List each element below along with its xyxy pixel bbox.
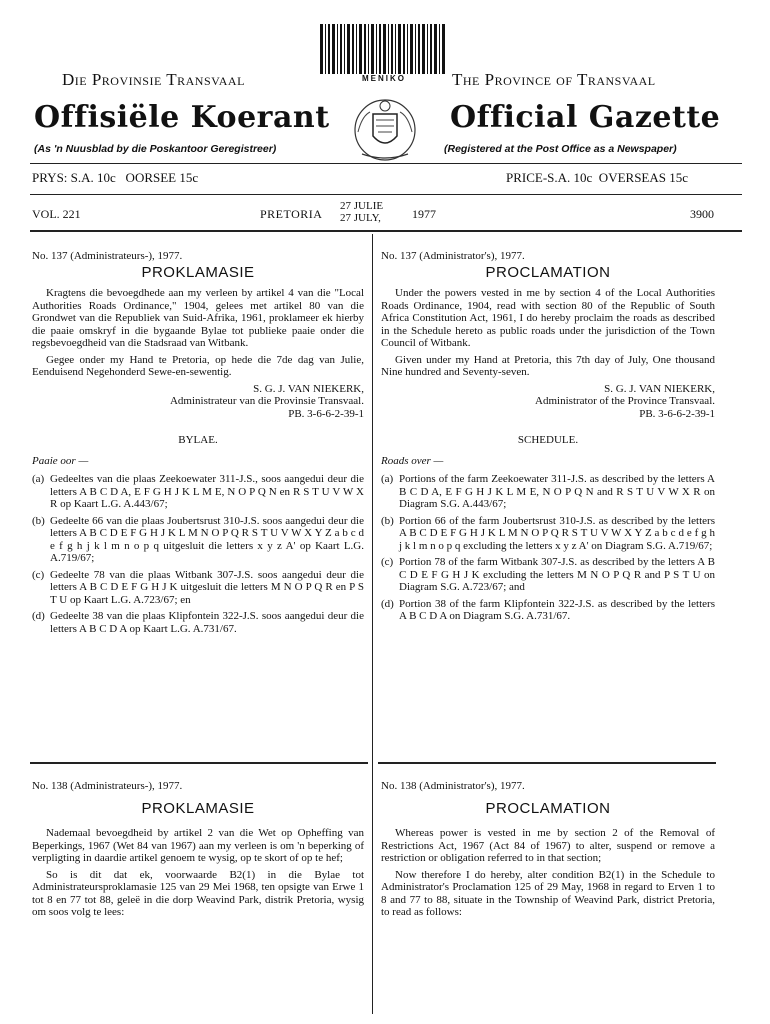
coat-of-arms-icon [340, 92, 430, 164]
province-af: Die Provinsie Transvaal [62, 70, 245, 89]
signature-title: Administrator of the Province Transvaal. [535, 395, 715, 407]
list-item: (c) Gedeelte 78 van die plaas Witbank 307-J.S. soos aangedui deur die letters A B C D E F G H J K uitgesluit die letters M N O P Q R en P S T U op Kaart L.G. A.723/67; en [32, 568, 364, 606]
issue-number: 3900 [690, 207, 714, 221]
subtitle-en: (Registered at the Post Office as a Newspaper) [444, 143, 677, 155]
masthead-rule-1 [30, 163, 742, 164]
reference-number: PB. 3-6-6-2-39-1 [288, 407, 364, 420]
notice-head: No. 137 (Administrateurs-), 1977. [32, 250, 183, 262]
notice-body: Whereas power is vested in me by section 2 of the Removal of Restrictions Act, 1967 (Act 84 of 1967) to alter, suspend or remove a restriction or obligation referred to in that section; [381, 827, 715, 864]
place: PRETORIA [260, 207, 323, 221]
notice-head: No. 138 (Administrator's), 1977. [381, 780, 525, 792]
notice-title: PROCLAMATION [485, 263, 611, 281]
schedule-sub: Roads over — [381, 454, 444, 467]
schedule-sub: Paaie oor — [32, 454, 89, 467]
proclamation-137-en [381, 250, 715, 627]
notice-body: Nademaal bevoegdheid by artikel 2 van die Wet op Opheffing van Beperkings, 1967 (Wet 84 van 1967) aan my verleen is om 'n beperking of verpligting in daardie artikel genoem te wysig, op te skort of op te hef; [32, 827, 364, 864]
column-divider [372, 234, 373, 1014]
notice-title: PROKLAMASIE [141, 799, 255, 817]
price-en: PRICE-S.A. 10c OVERSEAS 15c [506, 170, 689, 185]
notice-body: Given under my Hand at Pretoria, this 7th day of July, One thousand Nine hundred and Seventy-seven. [381, 353, 715, 378]
notice-body: Now therefore I do hereby, alter condition B2(1) in the Schedule to Administrator's Proclamation 125 of 29 May, 1968 in regard to Erven 1 to 8 and 77 to 88, situate in the Township of Weavind Park, district Pretoria, to read as follows: [381, 868, 715, 918]
list-item: (b) Gedeelte 66 van die plaas Joubertsrust 310-J.S. soos aangedui deur die letters A B C D E F G H J K L M N O P Q R S T U V W X Y Z a b c d e f g h j k l m n o p q uitgesluit die letters x y z A' op Kaart L.G. A.719/67; [32, 514, 364, 564]
notice-head: No. 137 (Administrator's), 1977. [381, 250, 525, 262]
signature-title: Administrateur van die Provinsie Transvaal. [169, 395, 364, 407]
list-item: (c) Portion 78 of the farm Witbank 307-J.S. as described by the letters A B C D E F G H J K excluding the letters M N O P Q R and P S T U on Diagram S.G. A.723/67; and [381, 556, 715, 593]
notice-head: No. 138 (Administrateurs-), 1977. [32, 780, 183, 792]
notice-title: PROKLAMASIE [141, 263, 255, 281]
subtitle-af: (As 'n Nuusblad by die Poskantoor Geregistreer) [34, 143, 277, 155]
price-af: PRYS: S.A. 10c OORSEE 15c [32, 170, 199, 185]
list-item: (d) Portion 38 of the farm Klipfontein 322-J.S. as described by the letters A B C D A on Diagram S.G. A.731/67. [381, 597, 715, 622]
proclamation-138-af [32, 780, 364, 923]
barcode-label: MENIKO [362, 74, 406, 83]
volume: VOL. 221 [32, 207, 81, 221]
masthead-rule-3 [30, 230, 742, 232]
section-rule-right [378, 762, 716, 764]
list-item: (a) Gedeeltes van die plaas Zeekoewater 311-J.S., soos aangedui deur die letters A B C D A, E F G H J K L M E, N O P Q N en R S T U V W X R op Kaart L.G. A.443/67; [32, 473, 364, 510]
signature-name: S. G. J. VAN NIEKERK, [253, 382, 364, 395]
notice-body: Under the powers vested in me by section 4 of the Local Authorities Roads Ordinance, 1904, read with section 80 of the Republic of South Africa Constitution Act, 1961, I do hereby proclaim the roads as described in the Schedule hereto as public roads under the jurisdiction of the Town Council of Witbank. [381, 287, 715, 349]
province-en: The Province of Transvaal [452, 70, 656, 89]
coat-of-arms [340, 92, 430, 164]
schedule-title: BYLAE. [178, 434, 218, 446]
title-af: Offisiële Koerant [34, 100, 330, 135]
date-af: 27 JULIE [340, 200, 384, 212]
list-item: (d) Gedeelte 38 van die plaas Klipfontein 322-J.S. soos aangedui deur die letters A B C D A op Kaart L.G. A.731/67. [32, 610, 364, 635]
proclamation-137-af [32, 250, 364, 639]
notice-body: Kragtens die bevoegdhede aan my verleen by artikel 4 van die "Local Authorities Roads Ordinance," 1904, gelees met artikel 80 van die Grondwet van die Republiek van Suid-Afrika, 1961, proklameer ek hierby die paaie omskryf in die bygaande Bylae tot publieke paaie onder die regsbevoegdheid van die Stadsraad van Witbank. [32, 287, 364, 349]
notice-body: Gegee onder my Hand te Pretoria, op hede die 7de dag van Julie, Eenduisend Negehonderd Sewe-en-sewentig. [32, 353, 364, 378]
proclamation-138-en [381, 780, 715, 923]
list-item: (a) Portions of the farm Zeekoewater 311-J.S. as described by the letters A B C D A, E F G H J K L M E, N O P Q N and R S T U V W X R on Diagram S.G. A.443/67; [381, 473, 715, 510]
reference-number: PB. 3-6-6-2-39-1 [639, 407, 715, 420]
schedule-title: SCHEDULE. [517, 434, 579, 446]
section-rule-left [30, 762, 368, 764]
date-en: 27 JULY, [340, 212, 381, 224]
year: 1977 [412, 207, 436, 221]
signature-name: S. G. J. VAN NIEKERK, [604, 382, 715, 395]
masthead-rule-2 [30, 194, 742, 195]
list-item: (b) Portion 66 of the farm Joubertsrust 310-J.S. as described by the letters A B C D E F G H J K L M N O P Q R S T U V W X Y Z a b c d e f g h j k l m n o p q excluding the letters x y z A' on Diagram S.G. A.719/67; [381, 514, 715, 552]
notice-body: So is dit dat ek, voorwaarde B2(1) in die Bylae tot Administrateursproklamasie 125 van 29 Mei 1968, ten opsigte van Erwe 1 tot 8 en 77 tot 88, geleë in die dorp Weavind Park, distrik Pretoria, wysig om soos volg te lees: [32, 868, 364, 918]
notice-title: PROCLAMATION [485, 799, 611, 817]
title-en: Official Gazette [450, 100, 721, 135]
barcode [318, 22, 450, 84]
